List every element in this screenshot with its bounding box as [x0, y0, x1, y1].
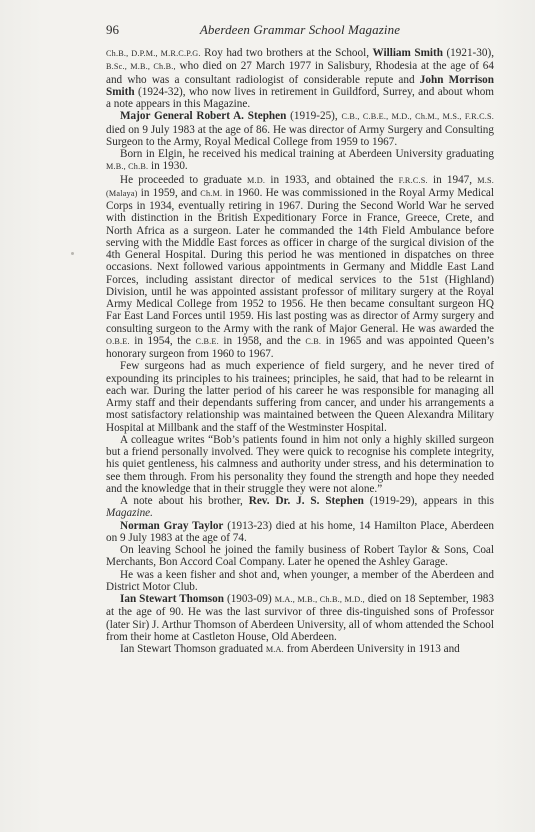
paragraph [106, 110, 494, 148]
person-name: Major General Robert A. Stephen [120, 110, 287, 123]
degree-abbreviation: M.S.(Malaya) [106, 175, 494, 198]
paragraph [106, 148, 494, 174]
paragraph-text: in 1958, and the [218, 334, 306, 347]
running-title: Aberdeen Grammar School Magazine [199, 22, 401, 37]
paragraph-text: in 1954, the [129, 334, 196, 347]
obituary-text-block [106, 47, 494, 656]
paragraph-text: Ian Stewart Thomson graduated [120, 643, 266, 655]
italic-text: Magazine. [106, 507, 153, 520]
paragraph [106, 174, 494, 361]
degree-abbreviation: M.A. [265, 645, 284, 654]
paragraph-text: in 1947, [427, 173, 478, 186]
degree-abbreviation: C.B. [305, 336, 322, 346]
paragraph [106, 593, 494, 643]
paragraph-text: (1913-23) died at his home, 14 Hamilton Place, Aberdeen on 9 July 1983 at the age of 74. [106, 519, 494, 544]
paragraph-text: in 1930. [148, 160, 188, 173]
person-name: Rev. Dr. J. S. Stephen [248, 495, 364, 507]
degree-abbreviation: F.R.C.S. [398, 175, 428, 185]
paragraph-text: in 1960. He was commissioned in the Royal Army Medical Corps in 1934, eventually retiring in 1967. During the Second World War he served with distinction in the British Expeditionary Force in France, Greece, Crete, and North Africa as a surgeon. Later he commanded the 14th Field Ambulance before serving with the Middle East forces as officer in charge of the surgical division of the 4th General Hospital. During this period he was mentioned in dispatches on three occasions. Next followed various appointments in Germany and Middle East Land Forces, including assistant director of medical services to the 51st (Highland) Division, until he was appointed assistant professor of military surgery at the Royal Army Medical College from 1952 to 1956. He then became consultant surgeon HQ Far East Land Forces until 1959. His last posting was as director of Army surgery and consulting surgeon to the Army with the rank of Major General. He was awarded the [106, 186, 494, 335]
person-name: John Morrison Smith [106, 73, 494, 98]
paragraph-text: who died on 27 March 1977 in Salisbury, Rhodesia at the age of 64 and who was a consultant radiologist of considerable repute and [106, 60, 494, 86]
paragraph-text: (1921-30), [442, 47, 494, 59]
degree-abbreviation: M.B., Ch.B. [106, 162, 149, 172]
paragraph [106, 643, 494, 656]
person-name: Ian Stewart Thomson [120, 593, 224, 605]
paragraph-text: On leaving School he joined the family business of Robert Taylor & Sons, Coal Merchants, Bon Accord Coal Company. Later he opened the Ashley Garage. [106, 544, 494, 569]
paragraph-text: Few surgeons had as much experience of field surgery, and he never tired of expounding its principles to his trainees; principles, he said, that had to be relearnt in each war. During the latter period of his career he was responsible for managing all Army staff and their dependants suffering from cancer, and under his arrangements a most satisfactory relationship was maintained between the Queen Alexandra Military Hospital at Millbank and the staff of the Westminster Hospital. [106, 360, 494, 434]
paragraph-text: died on 9 July 1983 at the age of 86. He was director of Army Surgery and Consulting Surgeon to the Army, Royal Medical College from 1959 to 1967. [106, 123, 494, 148]
paragraph-text: in 1965 and was appointed Queen’s honorary surgeon from 1960 to 1967. [106, 334, 495, 360]
margin-speck [71, 252, 74, 255]
paragraph-text: (1919-29), appears in this [363, 495, 494, 507]
degree-abbreviation: C.B., C.B.E., M.D., Ch.M., M.S., F.R.C.S. [341, 112, 494, 122]
person-name: William Smith [372, 47, 443, 59]
paragraph-text: from Aberdeen University in 1913 and [283, 643, 460, 655]
paragraph [106, 520, 494, 545]
paragraph-text: Roy had two brothers at the School, [200, 47, 373, 59]
paragraph-text: He proceeded to graduate [120, 173, 248, 186]
degree-abbreviation: O.B.E. [106, 336, 130, 346]
paragraph-text: in 1959, and [137, 186, 201, 199]
paragraph-text: Born in Elgin, he received his medical training at Aberdeen University graduating [120, 148, 494, 160]
degree-abbreviation: M.A., M.B., Ch.B., M.D., [274, 595, 365, 604]
page-header [106, 22, 494, 38]
paragraph [106, 47, 494, 110]
paragraph-text: A colleague writes “Bob’s patients found in him not only a highly skilled surgeon but a friend personally involved. They were quick to recognise his complete integrity, his quiet gentleness, his calmness and authority under stress, and his determination to see them through. From his personality they found the strength and hope they needed and the knowledge that in their struggle they were not alone.” [106, 433, 494, 495]
paragraph-text: (1924-32), who now lives in retirement in Guildford, Surrey, and about whom a note appears in this Magazine. [106, 85, 494, 110]
degree-abbreviation: C.B.E. [195, 336, 219, 346]
paragraph [106, 434, 494, 495]
paragraph-text: He was a keen fisher and shot and, when younger, a member of the Aberdeen and District Motor Club. [106, 568, 494, 593]
paragraph [106, 544, 494, 569]
paragraph-text: (1903-09) [223, 593, 275, 605]
degree-abbreviation: B.Sc., M.B., Ch.B., [106, 62, 176, 72]
degree-abbreviation: M.D. [247, 175, 266, 185]
page-number: 96 [106, 22, 119, 37]
paragraph-text: A note about his brother, [120, 495, 249, 507]
paragraph [106, 360, 494, 434]
paragraph [106, 495, 494, 520]
paragraph-text: died on 18 September, 1983 at the age of 90. He was the last survivor of three dis-tinguished sons of Professor (later Sir) J. Arthur Thomson of Aberdeen University, all of whom attended the School from their home at Castleton House, Old Aberdeen. [106, 593, 494, 643]
paragraph [106, 569, 494, 594]
person-name: Norman Gray Taylor [120, 519, 224, 532]
paragraph-text: (1919-25), [286, 110, 342, 123]
degree-abbreviation: Ch.B., D.P.M., M.R.C.P.G. [106, 49, 201, 58]
paragraph-text: in 1933, and obtained the [265, 173, 399, 186]
degree-abbreviation: Ch.M. [200, 188, 223, 198]
